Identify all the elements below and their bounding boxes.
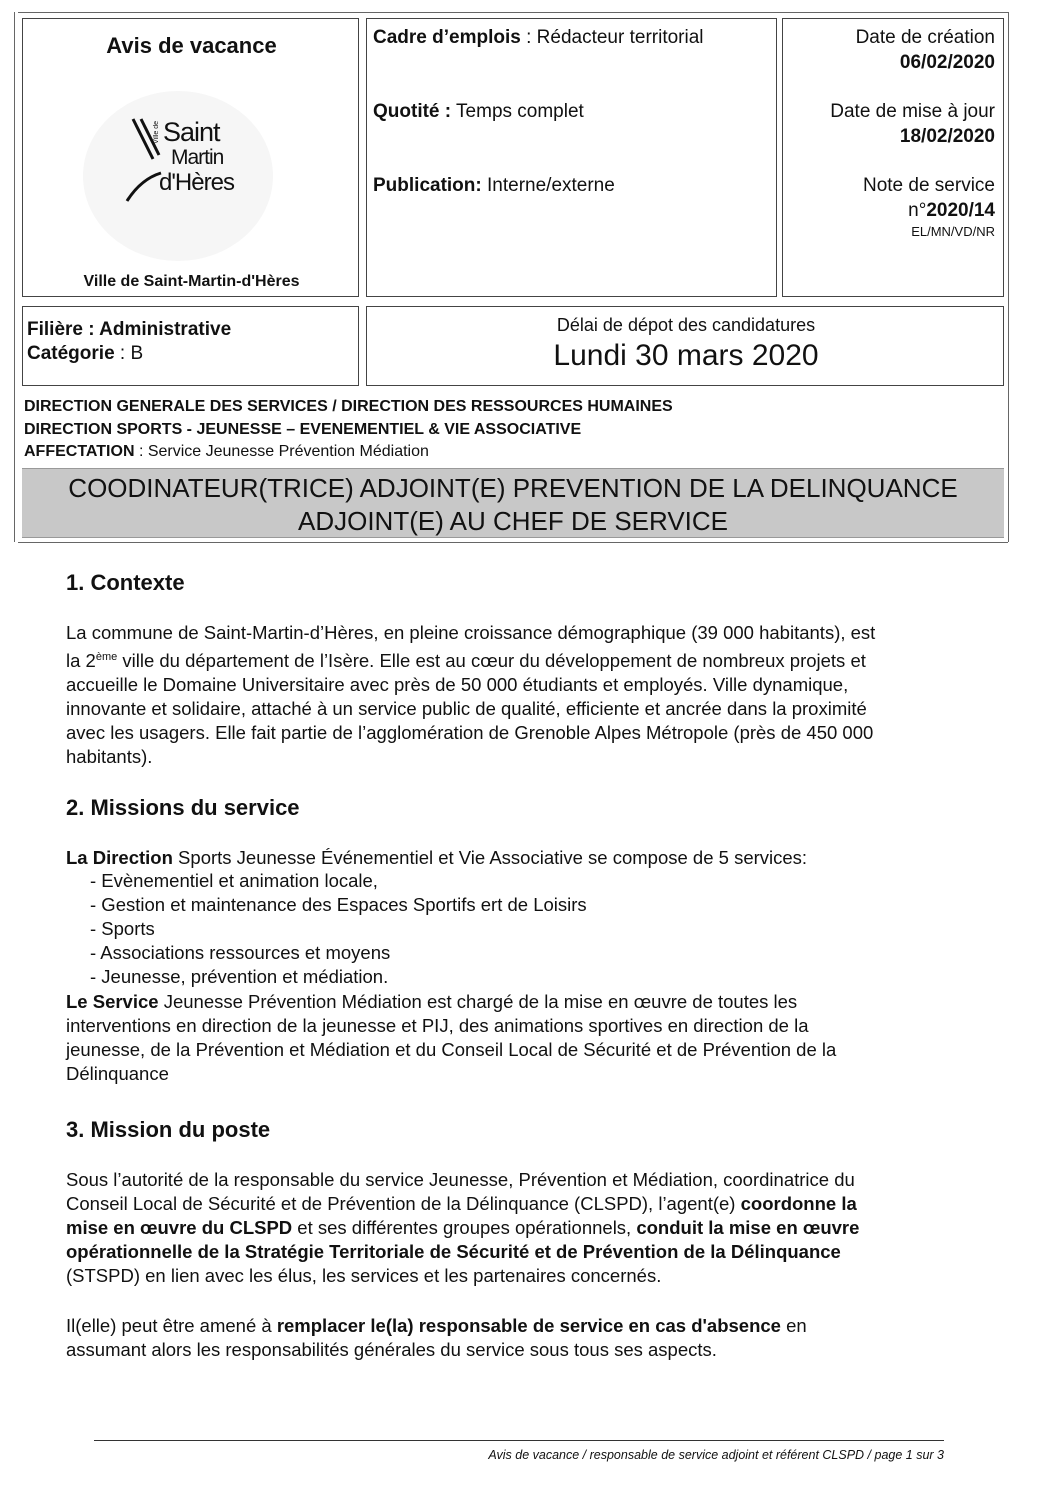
s3-line-2b: coordonne la [740, 1193, 857, 1214]
quotite-line [373, 101, 584, 123]
section-3-body [66, 1168, 1008, 1288]
deadline-label: Délai de dépot des candidatures [556, 315, 816, 335]
filiere-line [27, 319, 231, 341]
update-label: Date de mise à jour [830, 101, 995, 122]
section-1-heading: 1. Contexte [66, 570, 185, 595]
note-reference: EL/MN/VD/NR [911, 224, 995, 239]
section-2-heading: 2. Missions du service [66, 795, 300, 820]
outer-top-rule [18, 12, 1008, 13]
creation-label: Date de création [855, 27, 995, 48]
s3-line-3b: et ses différentes groupes opérationnels, [292, 1217, 637, 1238]
s3-line-5: (STSPD) en lien avec les élus, les services et les partenaires concernés. [66, 1265, 662, 1286]
avis-title: Avis de vacance [106, 33, 277, 58]
header-left-box [22, 18, 359, 297]
s1-line-5: avec les usagers. Elle fait partie de l’agglomération de Grenoble Alpes Métropole (près de 450 000 [66, 722, 874, 744]
affectation-value: : Service Jeunesse Prévention Médiation [134, 443, 429, 460]
job-title-line-1: COODINATEUR(TRICE) ADJOINT(E) PREVENTION DE LA DELINQUANCE [68, 473, 958, 503]
s3-line-6c: en [780, 1315, 807, 1336]
deadline-box [366, 306, 1004, 386]
section-3-body-2 [66, 1314, 1008, 1362]
deadline-date: Lundi 30 mars 2020 [553, 339, 819, 372]
direction-line-1: DIRECTION GENERALE DES SERVICES / DIRECTION DES RESSOURCES HUMAINES [24, 398, 673, 415]
city-name: Ville de Saint-Martin-d'Hères [83, 273, 300, 290]
section-2-service [66, 990, 1008, 1086]
section-2-intro [66, 846, 1008, 870]
header-middle-box [366, 18, 777, 297]
s2-intro-bold: La Direction [66, 847, 173, 868]
categorie-label: Catégorie [27, 343, 115, 364]
list-item: - Jeunesse, prévention et médiation. [90, 966, 389, 987]
s3-line-4: opérationnelle de la Stratégie Territoriale de Sécurité et de Prévention de la Délinquance [66, 1241, 841, 1262]
logo-line2: Martin [171, 146, 224, 169]
s2-service-line-2: interventions en direction de la jeunesse et PIJ, des animations sportives en direction de la [66, 1015, 809, 1036]
note-value: 2020/14 [926, 200, 995, 221]
s2-service-line-4: Délinquance [66, 1063, 169, 1084]
s3-line-6 [66, 1314, 1008, 1338]
logo-line1: Saint [163, 117, 220, 147]
creation-date: 06/02/2020 [899, 52, 995, 73]
quotite-label: Quotité : [373, 101, 452, 122]
note-prefix: n° [908, 200, 927, 221]
outer-bottom-rule [18, 542, 1008, 543]
footer-rule [94, 1440, 944, 1441]
logo-line3: d'Hères [159, 169, 234, 196]
s1-line-3: accueille le Domaine Universitaire avec près de 50 000 étudiants et employés. Ville dynamique, [66, 674, 849, 696]
footer-text: Avis de vacance / responsable de service adjoint et référent CLSPD / page 1 sur 3 [488, 1448, 944, 1462]
outer-left-rule [14, 12, 15, 542]
city-logo [123, 115, 263, 225]
s1-line-2b: ville du département de l’Isère. Elle est au cœur du développement de nombreux projets et [117, 650, 866, 672]
direction-line-2: DIRECTION SPORTS - JEUNESSE – EVENEMENTIEL & VIE ASSOCIATIVE [24, 421, 582, 438]
s3-line-3a: mise en œuvre du CLSPD [66, 1217, 293, 1238]
quotite-value: Temps complet [451, 101, 584, 122]
s2-intro-rest: Sports Jeunesse Événementiel et Vie Associative se compose de 5 services: [172, 847, 808, 868]
s3-line-2 [66, 1192, 1008, 1216]
list-item: - Sports [90, 918, 155, 939]
job-title-band [22, 468, 1004, 538]
s3-line-7: assumant alors les responsabilités générales du service sous tous ses aspects. [66, 1339, 717, 1360]
categorie-line [27, 343, 143, 365]
s1-line-1: La commune de Saint-Martin-d’Hères, en pleine croissance démographique (39 000 habitants), est [66, 622, 876, 643]
note-label: Note de service [862, 175, 995, 196]
cadre-value: : Rédacteur territorial [520, 27, 704, 48]
list-item: - Gestion et maintenance des Espaces Sportifs ert de Loisirs [90, 894, 587, 915]
publication-label: Publication: [373, 175, 482, 196]
affectation-line [24, 443, 429, 461]
list-item: - Evènementiel et animation locale, [90, 870, 378, 891]
s1-line-6: habitants). [66, 746, 153, 768]
cadre-label: Cadre d’emplois [373, 27, 521, 48]
affectation-label: AFFECTATION [24, 443, 135, 460]
update-date: 18/02/2020 [899, 126, 995, 147]
filiere-value: Administrative [99, 319, 232, 340]
s3-line-6b: remplacer le(la) responsable de service en cas d'absence [276, 1315, 781, 1336]
s1-line-4: innovante et solidaire, attaché à un service public de qualité, efficiente et ancrée dans la proximité [66, 698, 867, 720]
s2-service-l1: Jeunesse Prévention Médiation est chargé de la mise en œuvre de toutes les [158, 991, 798, 1012]
outer-right-rule [1008, 12, 1009, 542]
s3-line-1: Sous l’autorité de la responsable du service Jeunesse, Prévention et Médiation, coordinatrice du [66, 1169, 855, 1190]
s1-line-2 [66, 645, 1008, 673]
publication-line [373, 175, 615, 197]
s3-line-2a: Conseil Local de Sécurité et de Prévention de la Délinquance (CLSPD), l’agent(e) [66, 1193, 741, 1214]
list-item: - Associations ressources et moyens [90, 942, 391, 963]
s1-line-2a: la 2 [66, 650, 96, 672]
cadre-line [373, 27, 704, 49]
filiere-box [22, 306, 359, 386]
s1-superscript: ème [95, 651, 118, 663]
filiere-label: Filière : [27, 319, 100, 340]
publication-value: Interne/externe [481, 175, 615, 196]
s2-service-bold: Le Service [66, 991, 159, 1012]
s2-service-line-3: jeunesse, de la Prévention et Médiation et du Conseil Local de Sécurité et de Prévention de la [66, 1039, 837, 1060]
s3-line-6a: Il(elle) peut être amené à [66, 1315, 277, 1336]
s3-line-3 [66, 1216, 1008, 1240]
logo-vertical-text: Ville de [153, 121, 160, 144]
s3-line-3c: conduit la mise en œuvre [636, 1217, 860, 1238]
categorie-value: : B [114, 343, 144, 364]
section-1-body [66, 621, 1008, 769]
s2-service-line-1 [66, 990, 1008, 1014]
note-number [908, 200, 995, 222]
job-title-line-2: ADJOINT(E) AU CHEF DE SERVICE [297, 506, 729, 536]
section-3-heading: 3. Mission du poste [66, 1117, 271, 1142]
header-right-box [782, 18, 1004, 297]
